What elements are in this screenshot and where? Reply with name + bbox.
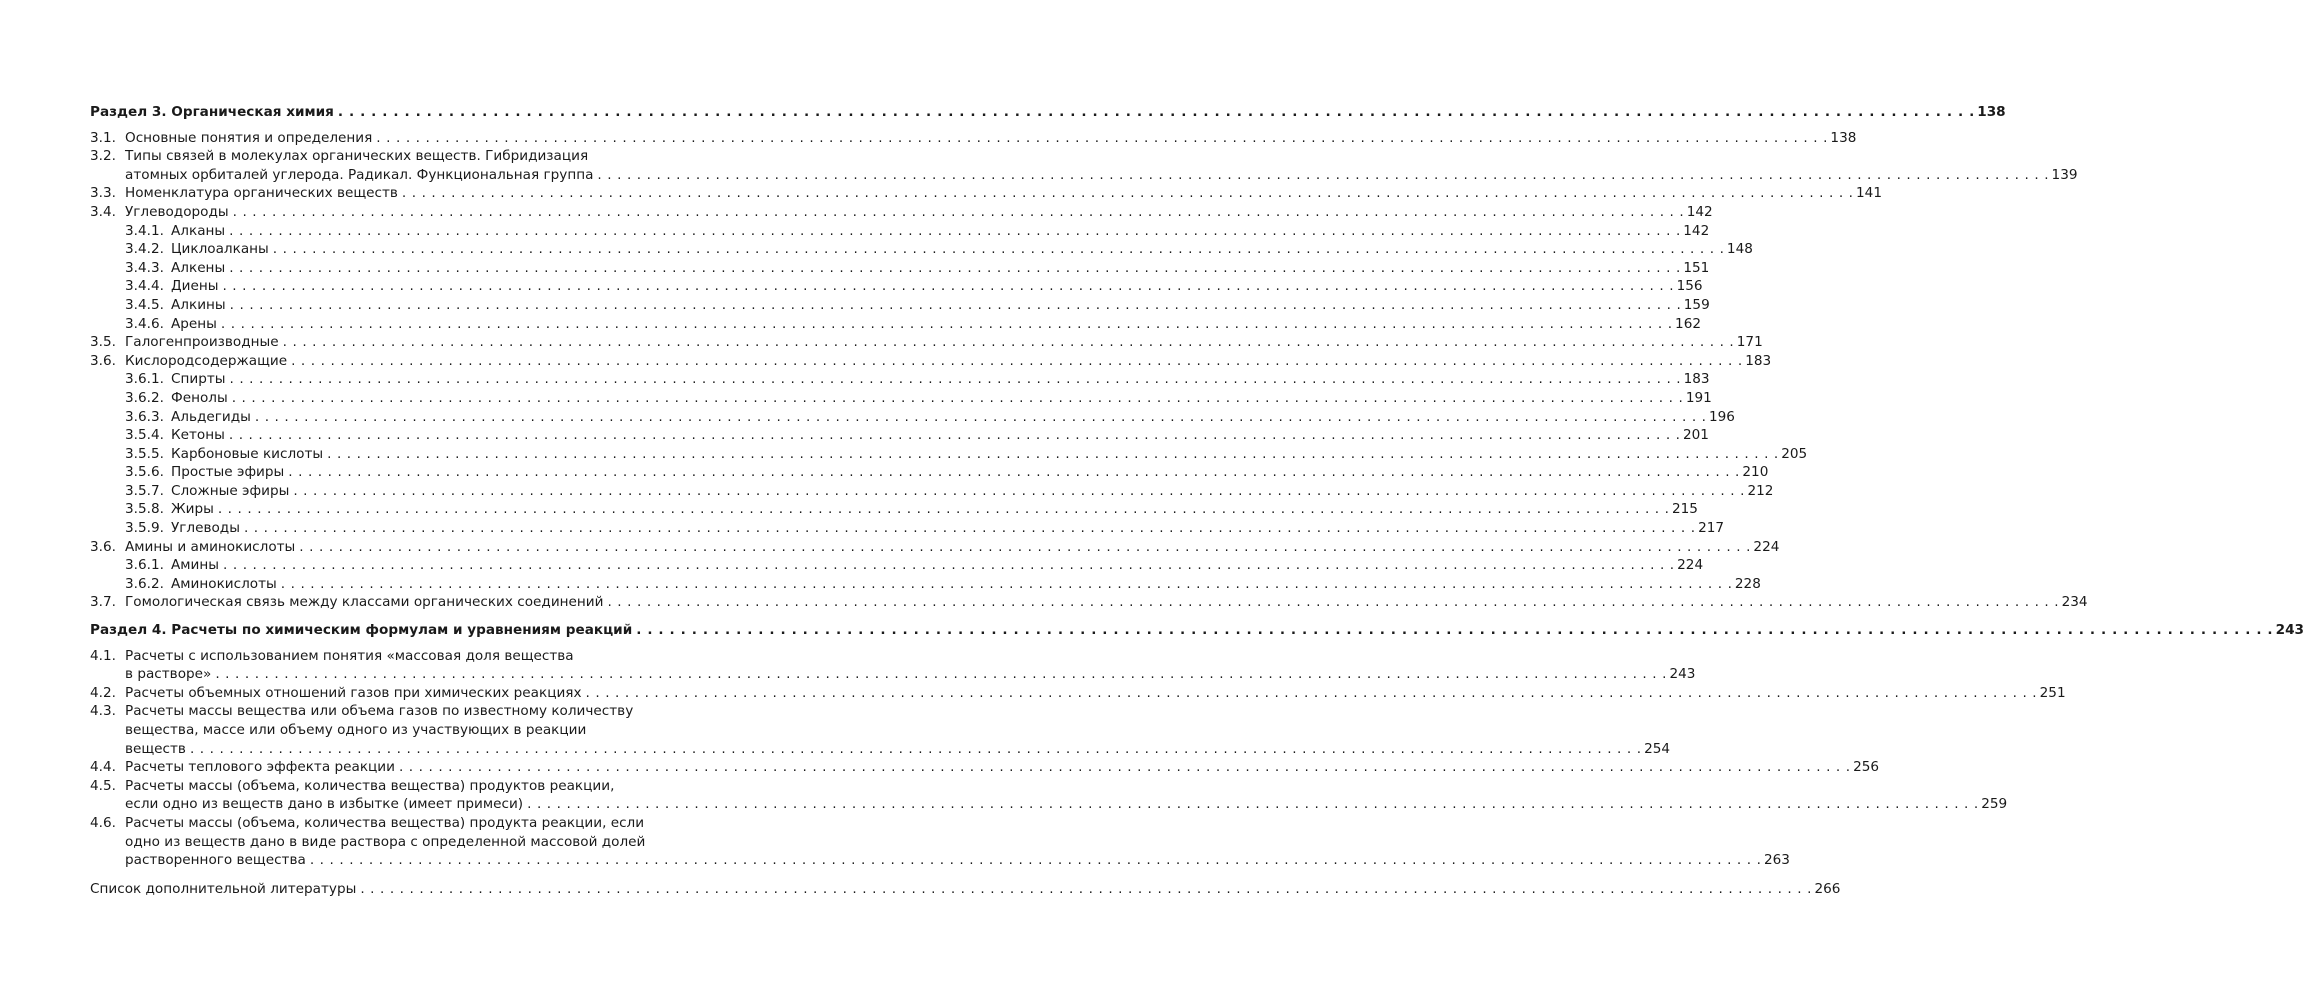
toc-entry-line xyxy=(171,296,1710,315)
toc-page-number: 228 xyxy=(1734,575,1761,592)
toc-entry-body xyxy=(125,333,1763,352)
toc-dot-leader xyxy=(299,538,1750,557)
toc-dot-leader xyxy=(310,851,1761,870)
toc-entry-line xyxy=(125,665,1696,684)
toc-entry-number: 3.7. xyxy=(90,594,116,611)
toc-entry-number: 3.5.7. xyxy=(125,482,164,499)
toc-entry-number: 3.6.2. xyxy=(125,389,164,406)
toc-dot-leader xyxy=(218,500,1669,519)
toc-page-number: 151 xyxy=(1683,259,1710,276)
toc-entry-line xyxy=(171,575,1761,594)
toc-entry-body xyxy=(125,184,1882,203)
toc-entry-line xyxy=(125,684,2066,703)
toc-page-number: 196 xyxy=(1709,408,1735,425)
toc-entry-title: Углеводороды xyxy=(125,203,229,220)
toc-page-number: 138 xyxy=(1977,104,2006,120)
toc-entry-number: 3.6.1. xyxy=(125,557,164,574)
toc-entry-title: одно из веществ дано в виде раствора с определенной массовой долей xyxy=(125,833,646,850)
toc-entry-line xyxy=(125,147,691,166)
toc-dot-leader xyxy=(221,315,1672,334)
toc-entry-title: Расчеты массы вещества или объема газов по известному количеству xyxy=(125,703,634,720)
toc-entry-line xyxy=(125,758,1880,777)
toc-entry-line xyxy=(171,315,1701,334)
toc-entry-line xyxy=(125,333,1763,352)
toc-entry-title: Расчеты массы (объема, количества вещества) продукта реакции, если xyxy=(125,814,645,831)
toc-entry[interactable] xyxy=(90,880,1841,899)
toc-dot-leader xyxy=(327,445,1778,464)
toc-entry-line xyxy=(125,740,1671,759)
toc-entry[interactable] xyxy=(90,777,2008,814)
toc-entry[interactable] xyxy=(90,758,1880,777)
toc-entry-line xyxy=(125,814,691,833)
toc-entry-number: 3.4.5. xyxy=(125,296,164,313)
toc-entry-title: Аминокислоты xyxy=(171,575,277,592)
toc-entry-number: 4.5. xyxy=(90,777,116,794)
toc-entry[interactable] xyxy=(90,500,1698,519)
toc-dot-leader xyxy=(223,556,1674,575)
toc-entry-body xyxy=(171,259,1710,278)
toc-entry-title: Расчеты с использованием понятия «массовая доля вещества xyxy=(125,647,574,664)
toc-entry[interactable] xyxy=(90,519,1725,538)
toc-page-number: 183 xyxy=(1683,371,1710,388)
toc-page-number: 171 xyxy=(1736,334,1763,351)
toc-entry-line xyxy=(171,408,1735,427)
toc-entry-title: Жиры xyxy=(171,501,214,518)
toc-entry-body xyxy=(125,203,1713,222)
toc-dot-leader xyxy=(229,426,1680,445)
toc-dot-leader xyxy=(293,482,1744,501)
toc-entry[interactable] xyxy=(90,389,1712,408)
toc-entry-number: 3.5.8. xyxy=(125,501,164,518)
toc-entry[interactable] xyxy=(90,129,1857,148)
toc-dot-leader xyxy=(229,222,1680,241)
toc-entry-title: Кислородсодержащие xyxy=(125,352,288,369)
toc-entry-body xyxy=(171,445,1808,464)
toc-entry-body xyxy=(125,702,1671,758)
toc-entry-number: 3.6. xyxy=(90,352,116,369)
toc-entry-title: Раздел 4. Расчеты по химическим формулам и уравнениям реакций xyxy=(90,622,633,639)
toc-entry-number: 3.4.3. xyxy=(125,259,164,276)
toc-entry-body xyxy=(171,463,1769,482)
toc-entry[interactable] xyxy=(90,814,1790,870)
toc-entry-line xyxy=(171,482,1774,501)
toc-entry-line xyxy=(171,556,1704,575)
toc-page-number: 138 xyxy=(1830,129,1857,146)
toc-page-number: 139 xyxy=(2051,166,2078,183)
toc-page-number: 142 xyxy=(1686,203,1713,220)
toc-entry-line xyxy=(125,203,1713,222)
toc-page-number: 224 xyxy=(1753,538,1780,555)
toc-dot-leader xyxy=(215,665,1666,684)
toc-entry-line xyxy=(125,833,691,852)
toc-page-number: 141 xyxy=(1856,185,1882,202)
toc-entry-number: 3.5. xyxy=(90,334,116,351)
toc-entry-number: 3.6. xyxy=(90,538,116,555)
toc-entry-line xyxy=(125,851,1790,870)
toc-entry-line xyxy=(171,370,1710,389)
toc-dot-leader xyxy=(360,880,1811,899)
toc-dot-leader xyxy=(222,277,1673,296)
toc-entry-line xyxy=(125,702,691,721)
toc-entry[interactable] xyxy=(90,370,1710,389)
toc-entry-title: Список дополнительной литературы xyxy=(90,880,357,897)
toc-page-number: 259 xyxy=(1981,796,2008,813)
toc-dot-leader xyxy=(402,184,1853,203)
toc-entry-body xyxy=(171,240,1753,259)
toc-entry-number: 3.2. xyxy=(90,148,116,165)
toc-entry-title: Циклоалканы xyxy=(171,241,269,258)
toc-entry[interactable] xyxy=(90,352,1772,371)
toc-page-number: 148 xyxy=(1726,241,1753,258)
toc-entry-body xyxy=(125,758,1880,777)
toc-entry-body xyxy=(171,575,1761,594)
toc-entry-body xyxy=(90,880,1841,899)
toc-entry-body xyxy=(125,593,2088,612)
toc-entry-line xyxy=(125,538,1780,557)
toc-page-number: 212 xyxy=(1747,482,1774,499)
toc-page-number: 183 xyxy=(1745,352,1772,369)
toc-page-number: 263 xyxy=(1763,852,1790,869)
toc-dot-leader xyxy=(607,593,2058,612)
toc-entry-number: 3.4.2. xyxy=(125,241,164,258)
toc-entry-number: 3.6.3. xyxy=(125,408,164,425)
toc-page-number: 162 xyxy=(1675,315,1701,332)
toc-entry-title: Алкены xyxy=(171,259,226,276)
toc-dot-leader xyxy=(338,103,1974,122)
toc-entry-body xyxy=(90,103,2006,122)
toc-entry-line xyxy=(171,500,1698,519)
toc-entry-number: 4.6. xyxy=(90,814,116,831)
toc-page-number: 266 xyxy=(1814,880,1841,897)
toc-entry-body xyxy=(171,519,1725,538)
toc-page-number: 251 xyxy=(2039,684,2066,701)
toc-dot-leader xyxy=(597,166,2048,185)
toc-entry-body xyxy=(171,408,1735,427)
toc-entry-body xyxy=(171,482,1774,501)
toc-entry-title: Карбоновые кислоты xyxy=(171,445,324,462)
toc-entry-body xyxy=(171,222,1710,241)
toc-entry-title: Расчеты объемных отношений газов при химических реакциях xyxy=(125,684,582,701)
toc-page-number: 142 xyxy=(1683,222,1710,239)
toc-entry-number: 3.4.4. xyxy=(125,278,164,295)
toc-entry-line xyxy=(125,777,691,796)
toc-entry-line xyxy=(171,389,1712,408)
toc-entry-number: 3.6.1. xyxy=(125,371,164,388)
toc-dot-leader xyxy=(273,240,1724,259)
toc-entry-title: веществ xyxy=(125,740,186,757)
toc-page-number: 205 xyxy=(1781,445,1808,462)
toc-entry[interactable] xyxy=(90,333,1763,352)
toc-dot-leader xyxy=(527,795,1978,814)
toc-page-number: 243 xyxy=(2275,622,2304,639)
toc-entry[interactable] xyxy=(90,259,1710,278)
toc-entry-body xyxy=(171,277,1703,296)
toc-entry-number: 4.2. xyxy=(90,684,116,701)
toc-entry-line xyxy=(171,426,1709,445)
toc-entry-line xyxy=(125,352,1772,371)
toc-entry[interactable] xyxy=(90,147,2078,184)
toc-entry-body xyxy=(125,814,1790,870)
toc-entry-number: 3.5.4. xyxy=(125,427,164,444)
toc-dot-leader xyxy=(376,129,1827,148)
toc-entry[interactable] xyxy=(90,296,1710,315)
toc-entry[interactable] xyxy=(90,556,1704,575)
toc-entry-body xyxy=(125,777,2008,814)
toc-dot-leader xyxy=(283,333,1734,352)
toc-entry-title: Расчеты теплового эффекта реакции xyxy=(125,759,395,776)
toc-entry-body xyxy=(90,621,2304,640)
toc-entry-number: 4.4. xyxy=(90,759,116,776)
toc-entry-body xyxy=(125,147,2078,184)
toc-dot-leader xyxy=(232,389,1683,408)
toc-entry-title: растворенного вещества xyxy=(125,852,306,869)
toc-entry-line xyxy=(125,593,2088,612)
toc-entry-line xyxy=(171,259,1710,278)
toc-entry[interactable] xyxy=(90,702,1671,758)
toc-entry-title: Алканы xyxy=(171,222,226,239)
toc-entry-line xyxy=(125,166,2078,185)
toc-entry-line xyxy=(171,277,1703,296)
toc-entry-title: Расчеты массы (объема, количества вещества) продуктов реакции, xyxy=(125,777,615,794)
toc-entry-body xyxy=(171,296,1710,315)
toc-dot-leader xyxy=(190,740,1641,759)
toc-entry[interactable] xyxy=(90,203,1713,222)
toc-dot-leader xyxy=(586,684,2037,703)
toc-page-number: 224 xyxy=(1677,557,1704,574)
toc-entry-body xyxy=(171,500,1698,519)
toc-dot-leader xyxy=(230,370,1681,389)
toc-entry-body xyxy=(171,426,1709,445)
toc-entry-number: 3.1. xyxy=(90,129,116,146)
toc-page-number: 234 xyxy=(2061,594,2088,611)
toc-page-number: 210 xyxy=(1742,464,1769,481)
toc-entry-title: если одно из веществ дано в избытке (имеет примеси) xyxy=(125,796,524,813)
toc-entry[interactable] xyxy=(90,575,1761,594)
toc-entry[interactable] xyxy=(90,222,1710,241)
table-of-contents xyxy=(90,103,2304,898)
toc-entry[interactable] xyxy=(90,184,1882,203)
toc-entry-number: 3.5.6. xyxy=(125,464,164,481)
toc-entry-body xyxy=(125,684,2066,703)
toc-entry-title: Раздел 3. Органическая химия xyxy=(90,104,334,120)
toc-entry-title: в растворе» xyxy=(125,666,212,683)
toc-entry-title: Альдегиды xyxy=(171,408,251,425)
toc-dot-leader xyxy=(233,203,1684,222)
toc-entry[interactable] xyxy=(90,277,1703,296)
toc-entry-title: Фенолы xyxy=(171,389,228,406)
toc-entry-body xyxy=(125,129,1857,148)
toc-entry-body xyxy=(171,389,1712,408)
toc-dot-leader xyxy=(288,463,1739,482)
toc-section-heading[interactable] xyxy=(90,621,2304,640)
toc-dot-leader xyxy=(255,408,1706,427)
toc-dot-leader xyxy=(244,519,1695,538)
toc-entry-number: 4.1. xyxy=(90,647,116,664)
toc-entry-number: 3.6.2. xyxy=(125,575,164,592)
toc-page-number: 256 xyxy=(1853,759,1880,776)
toc-entry-title: Основные понятия и определения xyxy=(125,129,373,146)
toc-entry[interactable] xyxy=(90,593,2088,612)
toc-entry-body xyxy=(125,352,1772,371)
toc-section-heading[interactable] xyxy=(90,103,2006,122)
toc-dot-leader xyxy=(291,352,1742,371)
toc-entry-line xyxy=(171,240,1753,259)
toc-page-number: 243 xyxy=(1669,666,1696,683)
toc-entry[interactable] xyxy=(90,482,1774,501)
toc-entry[interactable] xyxy=(90,408,1735,427)
toc-entry[interactable] xyxy=(90,315,1701,334)
toc-dot-leader xyxy=(229,259,1680,278)
toc-entry-line xyxy=(171,463,1769,482)
toc-entry[interactable] xyxy=(90,538,1780,557)
toc-entry-title: Номенклатура органических веществ xyxy=(125,185,398,202)
toc-entry-title: Амины xyxy=(171,557,220,574)
toc-entry-body xyxy=(125,538,1780,557)
toc-entry-number: 3.5.5. xyxy=(125,445,164,462)
toc-entry-title: Галогенпроизводные xyxy=(125,334,279,351)
toc-entry-body xyxy=(171,370,1710,389)
toc-entry[interactable] xyxy=(90,647,1696,684)
toc-page-number: 159 xyxy=(1683,296,1710,313)
toc-entry-title: Углеводы xyxy=(171,520,240,537)
toc-entry-title: Арены xyxy=(171,315,217,332)
toc-entry-title: Простые эфиры xyxy=(171,464,285,481)
toc-entry-title: Типы связей в молекулах органических веществ. Гибридизация xyxy=(125,148,589,165)
toc-dot-leader xyxy=(281,575,1732,594)
toc-entry-line xyxy=(125,721,691,740)
toc-entry-body xyxy=(171,315,1701,334)
toc-page-number: 254 xyxy=(1644,740,1671,757)
toc-entry-number: 4.3. xyxy=(90,703,116,720)
toc-entry[interactable] xyxy=(90,240,1753,259)
toc-entry[interactable] xyxy=(90,463,1769,482)
toc-entry-number: 3.4.6. xyxy=(125,315,164,332)
toc-page-number: 201 xyxy=(1683,427,1709,444)
toc-entry-line xyxy=(125,647,691,666)
toc-entry-line xyxy=(171,519,1725,538)
toc-dot-leader xyxy=(399,758,1850,777)
toc-dot-leader xyxy=(230,296,1681,315)
toc-page-number: 156 xyxy=(1676,278,1703,295)
toc-entry-line xyxy=(90,103,2006,122)
toc-page-number: 191 xyxy=(1685,389,1712,406)
toc-entry-title: Сложные эфиры xyxy=(171,482,290,499)
toc-entry-line xyxy=(171,445,1808,464)
toc-entry-title: атомных орбиталей углерода. Радикал. Функциональная группа xyxy=(125,166,594,183)
toc-entry[interactable] xyxy=(90,426,1709,445)
toc-page-number: 217 xyxy=(1698,520,1725,537)
toc-entry-title: Кетоны xyxy=(171,427,225,444)
toc-dot-leader xyxy=(636,621,2272,640)
toc-entry-line xyxy=(125,129,1857,148)
toc-entry-line xyxy=(125,184,1882,203)
toc-page-number: 215 xyxy=(1671,501,1698,518)
toc-entry-number: 3.4. xyxy=(90,203,116,220)
toc-entry-line xyxy=(171,222,1710,241)
toc-entry[interactable] xyxy=(90,445,1808,464)
toc-entry-title: Диены xyxy=(171,278,219,295)
toc-entry-title: Гомологическая связь между классами органических соединений xyxy=(125,594,604,611)
toc-entry-number: 3.5.9. xyxy=(125,520,164,537)
toc-entry-number: 3.4.1. xyxy=(125,222,164,239)
toc-entry-title: Алкины xyxy=(171,296,226,313)
toc-entry-number: 3.3. xyxy=(90,185,116,202)
toc-entry-line xyxy=(90,621,2304,640)
toc-entry-line xyxy=(125,795,2008,814)
toc-entry-title: Амины и аминокислоты xyxy=(125,538,296,555)
toc-entry-body xyxy=(171,556,1704,575)
toc-entry[interactable] xyxy=(90,684,2066,703)
toc-entry-title: Спирты xyxy=(171,371,226,388)
toc-entry-title: вещества, массе или объему одного из участвующих в реакции xyxy=(125,722,587,738)
toc-entry-line xyxy=(90,880,1841,899)
toc-entry-body xyxy=(125,647,1696,684)
